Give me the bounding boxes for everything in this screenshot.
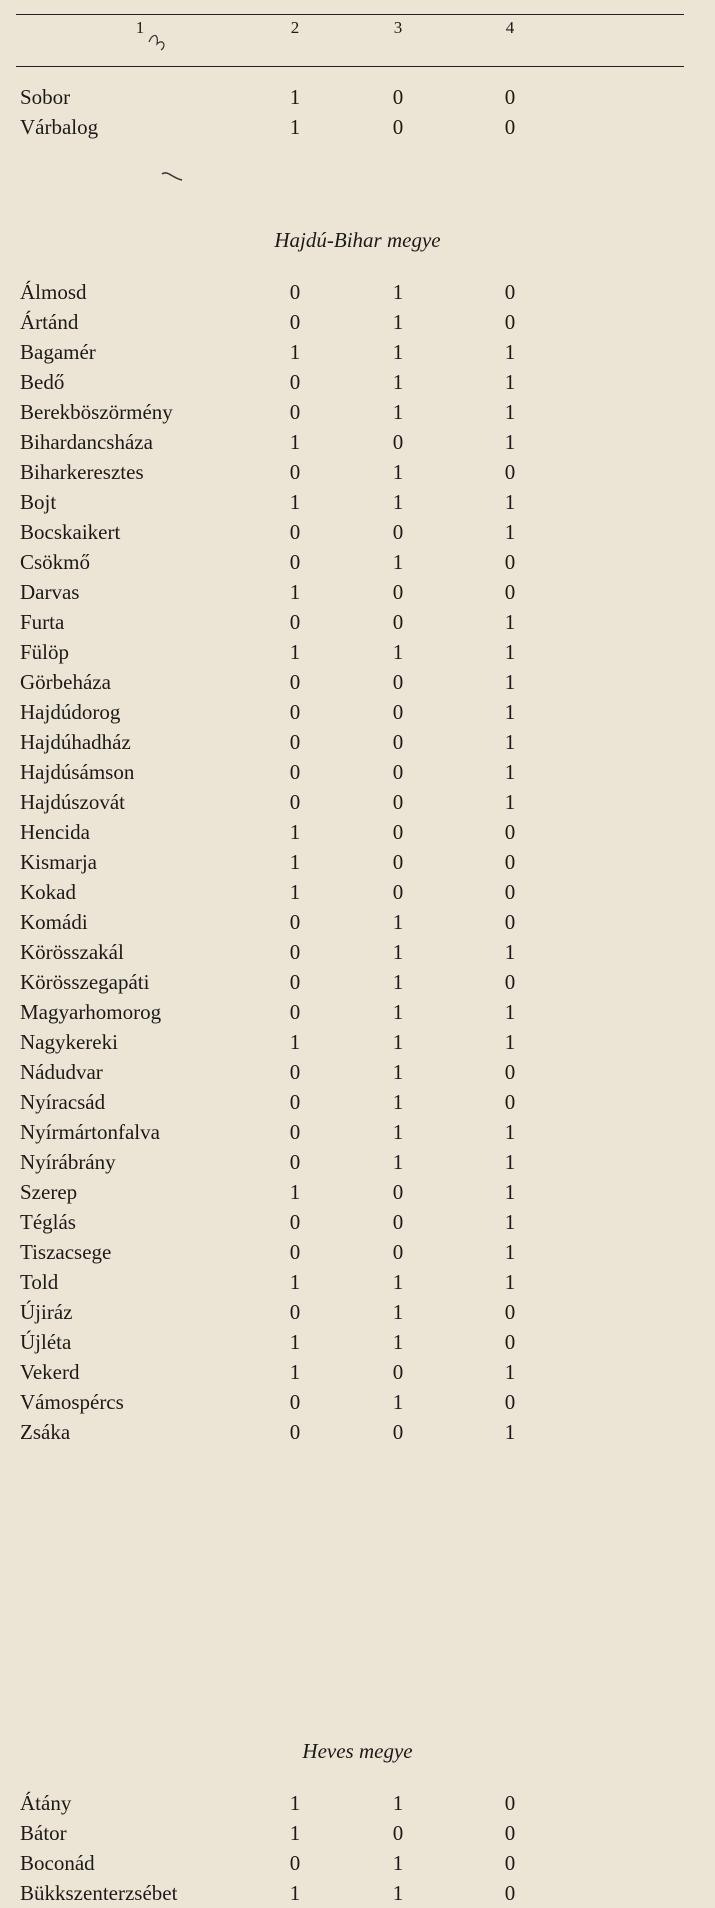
- value-col-2: 1: [289, 580, 301, 604]
- value-col-2: 0: [289, 1090, 301, 1114]
- value-col-3: 1: [392, 310, 404, 334]
- value-col-4: 0: [504, 310, 516, 334]
- value-col-2: 0: [289, 1000, 301, 1024]
- table-row: [0, 697, 715, 727]
- value-col-2: 0: [289, 280, 301, 304]
- value-col-4: 0: [504, 1881, 516, 1905]
- value-col-2: 0: [289, 1150, 301, 1174]
- value-col-3: 1: [392, 460, 404, 484]
- table-row: [0, 1147, 715, 1177]
- value-col-3: 0: [392, 1210, 404, 1234]
- value-col-2: 1: [289, 430, 301, 454]
- value-col-3: 1: [392, 1330, 404, 1354]
- value-col-3: 1: [392, 280, 404, 304]
- value-col-2: 1: [289, 880, 301, 904]
- settlement-name: Hajdúhadház: [20, 730, 131, 754]
- table-top-rule: [16, 14, 684, 15]
- settlement-name: Nyírábrány: [20, 1150, 116, 1174]
- table-row: [0, 1878, 715, 1908]
- value-col-2: 1: [289, 1881, 301, 1905]
- settlement-name: Fülöp: [20, 640, 70, 664]
- settlement-name: Kismarja: [20, 850, 97, 874]
- value-col-3: 0: [392, 790, 404, 814]
- value-col-2: 0: [289, 520, 301, 544]
- value-col-2: 0: [289, 550, 301, 574]
- value-col-4: 1: [504, 520, 516, 544]
- settlement-name: Nyíracsád: [20, 1090, 106, 1114]
- value-col-2: 1: [289, 1270, 301, 1294]
- value-col-2: 0: [289, 610, 301, 634]
- settlement-name: Nagykereki: [20, 1030, 118, 1054]
- value-col-3: 0: [392, 115, 404, 139]
- value-col-4: 0: [504, 1330, 516, 1354]
- table-row: [0, 937, 715, 967]
- value-col-3: 0: [392, 700, 404, 724]
- value-col-3: 0: [392, 580, 404, 604]
- value-col-3: 0: [392, 520, 404, 544]
- table-row: [0, 1387, 715, 1417]
- settlement-name: Biharkeresztes: [20, 460, 144, 484]
- value-col-4: 1: [504, 1240, 516, 1264]
- value-col-4: 1: [504, 700, 516, 724]
- value-col-4: 1: [504, 730, 516, 754]
- table-row: [0, 997, 715, 1027]
- settlement-name: Zsáka: [20, 1420, 71, 1444]
- table-row: [0, 1848, 715, 1878]
- value-col-3: 1: [392, 1300, 404, 1324]
- value-col-3: 1: [392, 370, 404, 394]
- settlement-name: Bükkszenterzsébet: [20, 1881, 178, 1905]
- value-col-3: 0: [392, 1180, 404, 1204]
- value-col-2: 1: [289, 1791, 301, 1815]
- value-col-4: 0: [504, 580, 516, 604]
- value-col-2: 1: [289, 1180, 301, 1204]
- value-col-2: 0: [289, 1420, 301, 1444]
- settlement-name: Told: [20, 1270, 59, 1294]
- value-col-2: 0: [289, 730, 301, 754]
- value-col-4: 0: [504, 910, 516, 934]
- value-col-3: 0: [392, 1821, 404, 1845]
- table-row: [0, 787, 715, 817]
- value-col-2: 1: [289, 820, 301, 844]
- value-col-3: 1: [392, 340, 404, 364]
- value-col-2: 1: [289, 1030, 301, 1054]
- value-col-4: 0: [504, 280, 516, 304]
- value-col-3: 1: [392, 1000, 404, 1024]
- value-col-3: 1: [392, 1150, 404, 1174]
- settlement-name: Újléta: [20, 1330, 72, 1354]
- table-row: [0, 817, 715, 847]
- column-header-1: 1: [135, 18, 145, 37]
- settlement-name: Magyarhomorog: [20, 1000, 162, 1024]
- value-col-3: 1: [392, 400, 404, 424]
- value-col-2: 0: [289, 910, 301, 934]
- settlement-name: Sobor: [20, 85, 71, 109]
- value-col-3: 0: [392, 85, 404, 109]
- table-row: [0, 1267, 715, 1297]
- value-col-4: 1: [504, 1210, 516, 1234]
- settlement-name: Tiszacsege: [20, 1240, 112, 1264]
- value-col-3: 1: [392, 1791, 404, 1815]
- table-row: [0, 1237, 715, 1267]
- value-col-2: 0: [289, 1300, 301, 1324]
- table-row: [0, 1327, 715, 1357]
- value-col-2: 0: [289, 1240, 301, 1264]
- value-col-3: 1: [392, 640, 404, 664]
- value-col-4: 0: [504, 460, 516, 484]
- table-row: [0, 457, 715, 487]
- value-col-4: 0: [504, 970, 516, 994]
- value-col-2: 0: [289, 940, 301, 964]
- value-col-4: 1: [504, 340, 516, 364]
- settlement-name: Átány: [20, 1791, 72, 1815]
- value-col-3: 0: [392, 670, 404, 694]
- settlement-name: Hajdúszovát: [20, 790, 125, 814]
- value-col-4: 0: [504, 880, 516, 904]
- settlement-name: Bihardancsháza: [20, 430, 153, 454]
- table-row: [0, 907, 715, 937]
- value-col-3: 1: [392, 1881, 404, 1905]
- settlement-name: Bedő: [20, 370, 65, 394]
- settlement-name: Görbeháza: [20, 670, 111, 694]
- value-col-2: 0: [289, 1390, 301, 1414]
- value-col-3: 1: [392, 970, 404, 994]
- value-col-4: 1: [504, 940, 516, 964]
- value-col-4: 1: [504, 1120, 516, 1144]
- value-col-2: 1: [289, 1330, 301, 1354]
- section-title: Hajdú-Bihar megye: [274, 228, 441, 252]
- settlement-name: Téglás: [20, 1210, 76, 1234]
- value-col-2: 1: [289, 1360, 301, 1384]
- value-col-2: 0: [289, 1120, 301, 1144]
- table-row: [0, 427, 715, 457]
- value-col-4: 0: [504, 820, 516, 844]
- value-col-4: 0: [504, 1060, 516, 1084]
- value-col-4: 0: [504, 550, 516, 574]
- settlement-name: Vekerd: [20, 1360, 80, 1384]
- value-col-3: 0: [392, 610, 404, 634]
- table-row: [0, 967, 715, 997]
- value-col-2: 1: [289, 640, 301, 664]
- value-col-4: 1: [504, 1420, 516, 1444]
- value-col-3: 1: [392, 1090, 404, 1114]
- value-col-4: 0: [504, 1821, 516, 1845]
- value-col-4: 1: [504, 1270, 516, 1294]
- value-col-4: 1: [504, 790, 516, 814]
- value-col-4: 0: [504, 1300, 516, 1324]
- table-row: [0, 757, 715, 787]
- value-col-4: 1: [504, 640, 516, 664]
- value-col-3: 0: [392, 430, 404, 454]
- value-col-3: 0: [392, 820, 404, 844]
- value-col-3: 1: [392, 550, 404, 574]
- value-col-3: 0: [392, 1360, 404, 1384]
- column-header-2: 2: [290, 18, 300, 37]
- settlement-name: Csökmő: [20, 550, 91, 574]
- table-row: [0, 877, 715, 907]
- value-col-3: 1: [392, 1270, 404, 1294]
- table-row: [0, 397, 715, 427]
- value-col-4: 1: [504, 1150, 516, 1174]
- settlement-name: Álmosd: [20, 280, 87, 304]
- value-col-3: 0: [392, 730, 404, 754]
- value-col-2: 1: [289, 850, 301, 874]
- value-col-2: 1: [289, 115, 301, 139]
- value-col-4: 1: [504, 1360, 516, 1384]
- column-header-3: 3: [393, 18, 403, 37]
- value-col-3: 0: [392, 1240, 404, 1264]
- settlement-name: Újiráz: [20, 1300, 73, 1324]
- value-col-4: 1: [504, 610, 516, 634]
- value-col-2: 0: [289, 1851, 301, 1875]
- value-col-2: 0: [289, 970, 301, 994]
- section-title: Heves megye: [302, 1739, 413, 1763]
- value-col-2: 1: [289, 85, 301, 109]
- value-col-4: 1: [504, 760, 516, 784]
- value-col-4: 0: [504, 1851, 516, 1875]
- table-row: [0, 1357, 715, 1387]
- value-col-4: 1: [504, 490, 516, 514]
- value-col-4: 0: [504, 850, 516, 874]
- value-col-4: 1: [504, 1180, 516, 1204]
- table-row: [0, 487, 715, 517]
- table-row: [0, 1117, 715, 1147]
- value-col-4: 0: [504, 1090, 516, 1114]
- settlement-name: Bátor: [20, 1821, 67, 1845]
- settlement-name: Kokad: [20, 880, 76, 904]
- settlement-name: Hencida: [20, 820, 90, 844]
- table-row: [0, 1207, 715, 1237]
- value-col-2: 0: [289, 370, 301, 394]
- pencil-mark-decoration: [145, 28, 175, 58]
- value-col-4: 1: [504, 670, 516, 694]
- table-row: [0, 727, 715, 757]
- table-row: [0, 337, 715, 367]
- value-col-4: 1: [504, 430, 516, 454]
- value-col-2: 0: [289, 1210, 301, 1234]
- value-col-4: 1: [504, 1030, 516, 1054]
- table-row: [0, 82, 715, 112]
- table-row: [0, 307, 715, 337]
- value-col-4: 0: [504, 1390, 516, 1414]
- table-row: [0, 1417, 715, 1447]
- value-col-2: 0: [289, 400, 301, 424]
- settlement-name: Nyírmártonfalva: [20, 1120, 160, 1144]
- value-col-3: 1: [392, 1120, 404, 1144]
- value-col-2: 0: [289, 670, 301, 694]
- value-col-3: 1: [392, 940, 404, 964]
- value-col-2: 0: [289, 460, 301, 484]
- table-row: [0, 847, 715, 877]
- table-row: [0, 517, 715, 547]
- value-col-4: 1: [504, 370, 516, 394]
- table-row: [0, 1297, 715, 1327]
- value-col-3: 1: [392, 1851, 404, 1875]
- settlement-name: Boconád: [20, 1851, 95, 1875]
- value-col-4: 1: [504, 1000, 516, 1024]
- table-row: [0, 1788, 715, 1818]
- value-col-4: 0: [504, 1791, 516, 1815]
- table-row: [0, 112, 715, 142]
- value-col-3: 1: [392, 910, 404, 934]
- table-row: [0, 607, 715, 637]
- table-header-rule: [16, 66, 684, 67]
- pencil-mark-decoration: [160, 168, 190, 188]
- value-col-2: 0: [289, 1060, 301, 1084]
- table-row: [0, 1177, 715, 1207]
- table-row: [0, 1057, 715, 1087]
- settlement-name: Bojt: [20, 490, 57, 514]
- settlement-name: Darvas: [20, 580, 80, 604]
- settlement-name: Furta: [20, 610, 65, 634]
- table-row: [0, 1087, 715, 1117]
- column-header-4: 4: [505, 18, 515, 37]
- table-row: [0, 637, 715, 667]
- value-col-4: 1: [504, 400, 516, 424]
- settlement-name: Bocskaikert: [20, 520, 121, 544]
- settlement-name: Ártánd: [20, 310, 79, 334]
- settlement-name: Berekböszörmény: [20, 400, 173, 424]
- table-row: [0, 277, 715, 307]
- value-col-2: 0: [289, 760, 301, 784]
- value-col-3: 0: [392, 760, 404, 784]
- table-row: [0, 367, 715, 397]
- value-col-3: 0: [392, 850, 404, 874]
- value-col-2: 1: [289, 490, 301, 514]
- table-row: [0, 1818, 715, 1848]
- value-col-4: 0: [504, 85, 516, 109]
- table-row: [0, 547, 715, 577]
- table-row: [0, 1027, 715, 1057]
- settlement-name: Vámospércs: [20, 1390, 124, 1414]
- settlement-name: Hajdúdorog: [20, 700, 121, 724]
- settlement-name: Komádi: [20, 910, 88, 934]
- value-col-2: 0: [289, 790, 301, 814]
- settlement-name: Körösszegapáti: [20, 970, 150, 994]
- value-col-2: 0: [289, 700, 301, 724]
- value-col-2: 0: [289, 310, 301, 334]
- table-row: [0, 577, 715, 607]
- settlement-name: Körösszakál: [20, 940, 124, 964]
- value-col-2: 1: [289, 1821, 301, 1845]
- value-col-3: 1: [392, 490, 404, 514]
- value-col-3: 1: [392, 1390, 404, 1414]
- value-col-3: 1: [392, 1060, 404, 1084]
- value-col-3: 0: [392, 880, 404, 904]
- settlement-name: Hajdúsámson: [20, 760, 135, 784]
- value-col-2: 1: [289, 340, 301, 364]
- table-row: [0, 667, 715, 697]
- settlement-name: Várbalog: [20, 115, 99, 139]
- value-col-3: 0: [392, 1420, 404, 1444]
- settlement-name: Bagamér: [20, 340, 96, 364]
- value-col-4: 0: [504, 115, 516, 139]
- settlement-name: Szerep: [20, 1180, 78, 1204]
- settlement-name: Nádudvar: [20, 1060, 103, 1084]
- value-col-3: 1: [392, 1030, 404, 1054]
